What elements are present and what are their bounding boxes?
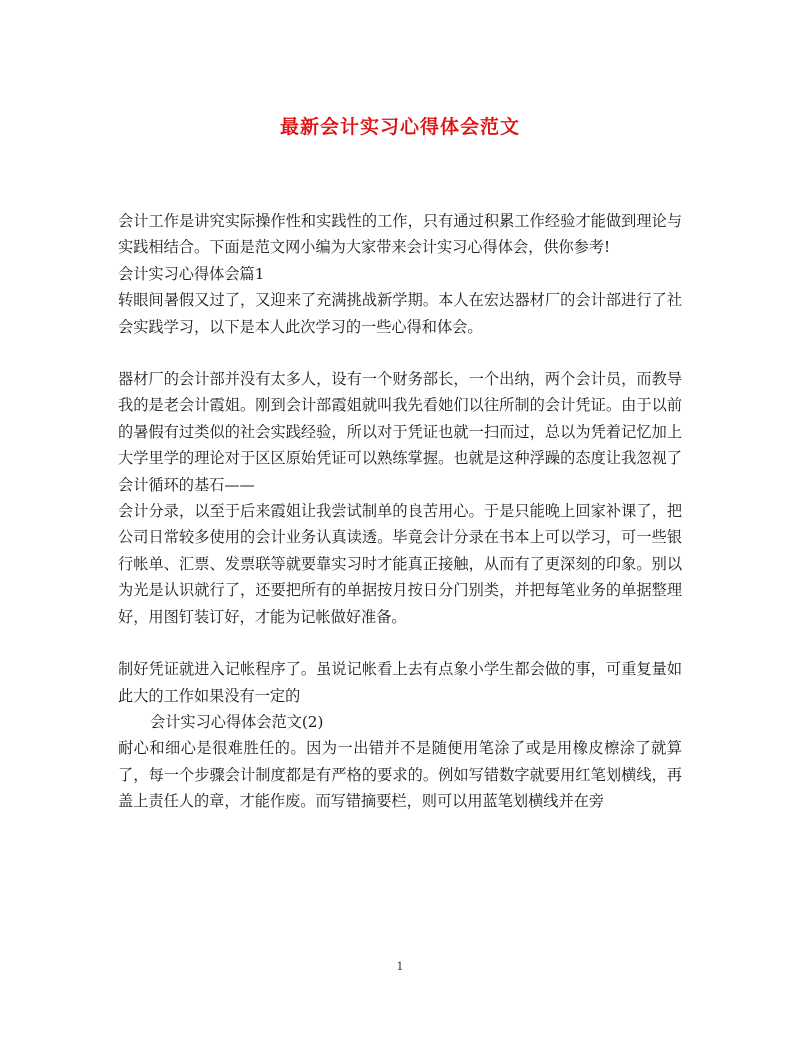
- body-paragraph: 器材厂的会计部并没有太多人，设有一个财务部长，一个出纳，两个会计员，而教导我的是老会计霞姐。刚到会计部霞姐就叫我先看她们以往所制的会计凭证。由于以前的暑假有过类似的社会实践经验，所以对于凭证也就一扫而过，总以为凭着记忆加上大学里学的理论对于区区原始凭证可以熟练掌握。也就是这种浮躁的态度让我忽视了会计循环的基石——: [118, 370, 682, 494]
- body-paragraph: 会计分录，以至于后来霞姐让我尝试制单的良苦用心。于是只能晚上回家补课了，把公司日常较多使用的会计业务认真读透。毕竟会计分录在书本上可以学习，可一些银行帐单、汇票、发票联等就要靠实习时才能真正接触，从而有了更深刻的印象。别以为光是认识就行了，还要把所有的单据按月按日分门别类，并把每笔业务的单据整理好，用图钉装订好，才能为记帐做好准备。: [118, 502, 682, 626]
- body-paragraph: 转眼间暑假又过了，又迎来了充满挑战新学期。本人在宏达器材厂的会计部进行了社会实践学习，以下是本人此次学习的一些心得和体会。: [118, 291, 682, 336]
- document-title: 最新会计实习心得体会范文: [279, 116, 520, 138]
- section-heading-1: 会计实习心得体会篇1: [118, 264, 265, 283]
- body-paragraph: 耐心和细心是很难胜任的。因为一出错并不是随便用笔涂了或是用橡皮檫涂了就算了，每一个步骤会计制度都是有严格的要求的。例如写错数字就要用红笔划横线，再盖上责任人的章，才能作废。而写错摘要栏，则可以用蓝笔划横线并在旁: [118, 739, 682, 811]
- paragraph-gap: [118, 630, 682, 656]
- document-body: [118, 208, 682, 815]
- intro-paragraph: 会计工作是讲究实际操作性和实践性的工作，只有通过积累工作经验才能做到理论与实践相结合。下面是范文网小编为大家带来会计实习心得体会，供你参考!: [118, 212, 682, 257]
- body-paragraph: 制好凭证就进入记帐程序了。虽说记帐看上去有点象小学生都会做的事，可重复量如此大的工作如果没有一定的: [118, 660, 682, 705]
- page-number: 1: [396, 960, 404, 973]
- section-heading-2: 会计实习心得体会范文(2): [150, 712, 324, 731]
- paragraph-gap: [118, 340, 682, 366]
